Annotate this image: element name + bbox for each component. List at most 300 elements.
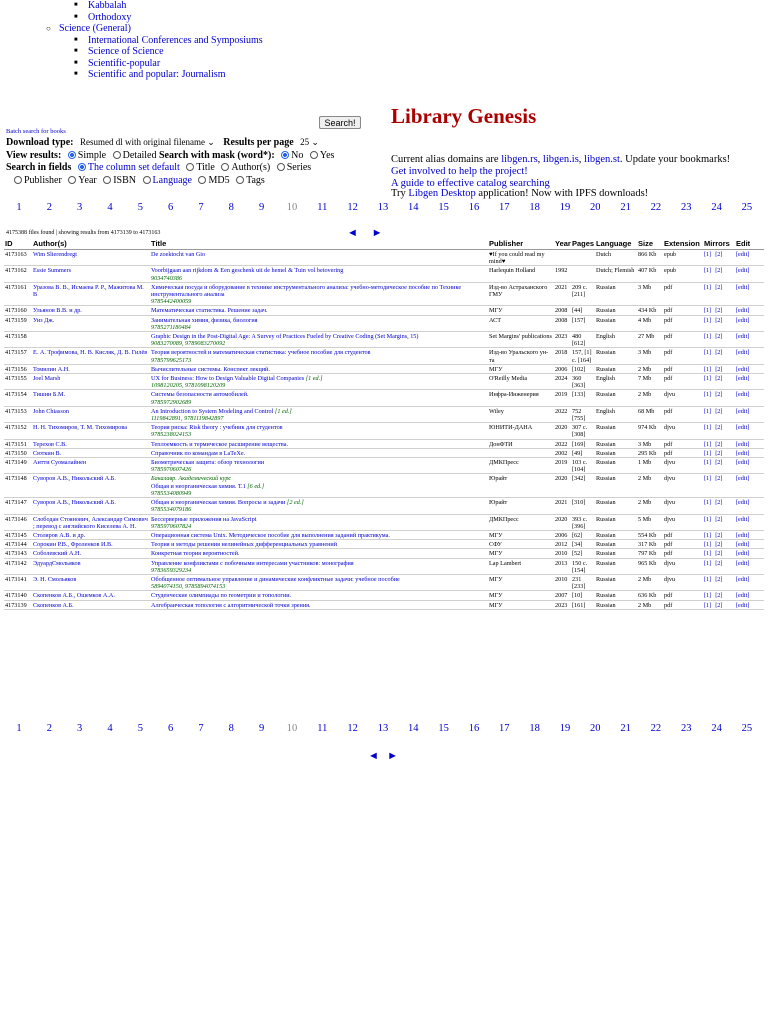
mirror-1-link[interactable]: [1] bbox=[704, 550, 712, 558]
page-link[interactable]: 21 bbox=[620, 723, 631, 734]
author-link[interactable]: Антти Суомалайнен bbox=[33, 459, 87, 467]
field-default-radio[interactable] bbox=[78, 163, 86, 171]
cell-title bbox=[150, 282, 488, 306]
next-page-arrow-icon[interactable]: ► bbox=[387, 750, 399, 762]
mirror-1-link[interactable]: [1] bbox=[704, 283, 712, 291]
category-link[interactable]: Orthodoxy bbox=[88, 11, 132, 23]
edit-link[interactable]: [edit] bbox=[736, 575, 750, 583]
view-results-label: View results: bbox=[6, 150, 62, 161]
page-link[interactable]: 4 bbox=[107, 202, 113, 213]
cell-pages bbox=[571, 266, 595, 282]
page-link[interactable]: 24 bbox=[711, 202, 722, 213]
cell-mirrors bbox=[703, 514, 735, 530]
page-link[interactable]: 5 bbox=[137, 202, 143, 213]
cell-year: 2013 bbox=[554, 558, 571, 574]
edit-link[interactable]: [edit] bbox=[736, 283, 750, 291]
author-link[interactable]: John Chiasson bbox=[33, 407, 69, 415]
title-link[interactable]: Обобщенное оптимальное управление и динамические конфликтные задачи: учебное пособие bbox=[151, 575, 400, 583]
category-link[interactable]: Scientific-popular bbox=[88, 57, 161, 69]
mirror-2-link[interactable]: [2] bbox=[715, 316, 723, 324]
page-link[interactable]: 6 bbox=[168, 202, 174, 213]
mirror-2-link[interactable]: [2] bbox=[715, 515, 723, 523]
mirror-2-link[interactable]: [2] bbox=[715, 550, 723, 558]
mirror-2-link[interactable]: [2] bbox=[715, 541, 723, 549]
title-link[interactable]: Управление конфликтами с побочными интересами участников: монография bbox=[151, 559, 354, 567]
cell-extension: pdf bbox=[663, 406, 703, 422]
mirror-2-link[interactable]: [2] bbox=[715, 333, 723, 341]
cell-mirrors bbox=[703, 374, 735, 390]
isbn-label: 9785970607824 bbox=[151, 522, 192, 530]
column-header[interactable]: Extension bbox=[663, 239, 703, 250]
page-link[interactable]: 6 bbox=[168, 723, 174, 734]
mirror-2-link[interactable]: [2] bbox=[715, 575, 723, 583]
page-link[interactable]: 15 bbox=[438, 723, 449, 734]
edit-link[interactable]: [edit] bbox=[736, 531, 750, 539]
site-title: Library Genesis bbox=[391, 104, 537, 128]
author-link[interactable]: Joel Marsh bbox=[33, 375, 61, 383]
category-link[interactable]: Science (General) bbox=[59, 23, 131, 34]
field-tags-radio[interactable] bbox=[236, 176, 244, 184]
mirror-2-link[interactable]: [2] bbox=[715, 424, 723, 432]
cell-mirrors bbox=[703, 250, 735, 266]
column-header[interactable]: Mirrors bbox=[703, 239, 735, 250]
mirror-1-link[interactable]: [1] bbox=[704, 251, 712, 258]
title-link[interactable]: Системы безопасности автомобилей. bbox=[151, 391, 249, 399]
cell-language: Russian bbox=[595, 600, 637, 609]
cell-pages: [342] bbox=[571, 474, 595, 498]
mirror-2-link[interactable]: [2] bbox=[715, 407, 723, 415]
search-guide-link[interactable]: A guide to effective catalog searching bbox=[391, 178, 550, 189]
page-link[interactable]: 20 bbox=[590, 202, 601, 213]
cell-edit bbox=[735, 530, 764, 539]
title-link[interactable]: Занимательная химия, физика, биология bbox=[151, 316, 258, 324]
cell-title bbox=[150, 600, 488, 609]
cell-year bbox=[554, 250, 571, 266]
page-link[interactable]: 10 bbox=[286, 202, 298, 213]
mirror-1-link[interactable]: [1] bbox=[704, 375, 712, 383]
alias-link-is[interactable]: libgen.is bbox=[542, 154, 579, 165]
mirror-2-link[interactable]: [2] bbox=[715, 592, 723, 600]
page-link[interactable]: 25 bbox=[741, 202, 753, 213]
cell-mirrors bbox=[703, 282, 735, 306]
edit-link[interactable]: [edit] bbox=[736, 391, 750, 399]
edit-link[interactable]: [edit] bbox=[736, 459, 750, 467]
page-link[interactable]: 2 bbox=[46, 723, 52, 734]
title-link[interactable]: Вычислительные системы. Конспект лекций. bbox=[151, 365, 270, 373]
page-link[interactable]: 13 bbox=[377, 723, 389, 734]
page-link[interactable]: 12 bbox=[347, 723, 358, 734]
page-link[interactable]: 22 bbox=[650, 723, 662, 734]
cell-title bbox=[150, 266, 488, 282]
page-link[interactable]: 10 bbox=[286, 723, 298, 734]
cell-id: 4173158 bbox=[4, 332, 32, 348]
page-link[interactable]: 15 bbox=[438, 202, 449, 213]
table-row bbox=[4, 348, 764, 364]
cell-extension: pdf bbox=[663, 540, 703, 549]
mirror-1-link[interactable]: [1] bbox=[704, 541, 712, 549]
mirror-1-link[interactable]: [1] bbox=[704, 499, 712, 507]
mirror-2-link[interactable]: [2] bbox=[715, 307, 723, 315]
category-link[interactable]: Scientific and popular: Journalism bbox=[88, 69, 226, 80]
category-link[interactable]: Kabbalah bbox=[88, 0, 127, 11]
cell-edit bbox=[735, 591, 764, 600]
title-link[interactable]: De zoektocht van Gio bbox=[151, 251, 206, 258]
cell-author bbox=[32, 348, 150, 364]
cell-year: 2007 bbox=[554, 591, 571, 600]
mirror-2-link[interactable]: [2] bbox=[715, 391, 723, 399]
cell-pages: [310] bbox=[571, 498, 595, 514]
category-link[interactable]: Science of Science bbox=[88, 46, 164, 57]
cell-year: 2006 bbox=[554, 364, 571, 373]
page-link[interactable]: 1 bbox=[16, 202, 22, 213]
view-simple-radio[interactable] bbox=[68, 151, 76, 159]
page-link[interactable]: 16 bbox=[468, 723, 480, 734]
page-arrows-bottom bbox=[368, 750, 398, 762]
isbn-label: 9785972902689 bbox=[151, 398, 192, 406]
mask-no-radio[interactable] bbox=[281, 151, 289, 159]
author-link[interactable]: Тишин Б.М. bbox=[33, 391, 66, 399]
page-link[interactable]: 11 bbox=[317, 202, 328, 213]
author-link[interactable]: Е. А. Трофимова, Н. В. Кисляк, Д. В. Гилёв bbox=[33, 349, 148, 357]
mirror-1-link[interactable]: [1] bbox=[704, 575, 712, 583]
mirror-1-link[interactable]: [1] bbox=[704, 333, 712, 341]
cell-id: 4173139 bbox=[4, 600, 32, 609]
edit-link[interactable]: [edit] bbox=[736, 541, 750, 549]
edit-link[interactable]: [edit] bbox=[736, 499, 750, 507]
mirror-2-link[interactable]: [2] bbox=[715, 559, 723, 567]
series-link[interactable]: Бакалавр. Академический курс bbox=[151, 475, 232, 483]
mirror-1-link[interactable]: [1] bbox=[704, 267, 712, 275]
page-link[interactable]: 16 bbox=[468, 202, 480, 213]
libgen-desktop-link[interactable]: Libgen Desktop bbox=[408, 188, 476, 199]
cell-publisher: СФУ bbox=[488, 540, 554, 549]
field-isbn-radio[interactable] bbox=[103, 176, 111, 184]
download-type-select[interactable]: Resumed dl with original filename ⌄ bbox=[80, 137, 215, 147]
page-link[interactable]: 3 bbox=[77, 723, 83, 734]
mirror-1-link[interactable]: [1] bbox=[704, 407, 712, 415]
cell-year: 2008 bbox=[554, 315, 571, 331]
edit-link[interactable]: [edit] bbox=[736, 440, 750, 448]
edit-link[interactable]: [edit] bbox=[736, 515, 750, 523]
cell-title bbox=[150, 250, 488, 266]
field-md5-radio[interactable] bbox=[198, 176, 206, 184]
cell-title bbox=[150, 315, 488, 331]
field-year-radio[interactable] bbox=[68, 176, 76, 184]
mirror-1-link[interactable]: [1] bbox=[704, 307, 712, 315]
results-per-page-select[interactable]: 25 ⌄ bbox=[300, 137, 319, 147]
author-link[interactable]: Суворов А.В., Никольский А.Б. bbox=[33, 475, 116, 483]
edit-link[interactable]: [edit] bbox=[736, 407, 750, 415]
author-link[interactable]: Столяров А.В. и др. bbox=[33, 531, 86, 539]
page-link[interactable]: 20 bbox=[590, 723, 601, 734]
cell-language: Russian bbox=[595, 282, 637, 306]
author-link[interactable]: Essie Summers bbox=[33, 267, 71, 275]
mask-yes-radio[interactable] bbox=[310, 151, 318, 159]
cell-extension: pdf bbox=[663, 374, 703, 390]
title-link[interactable]: Общая и неорганическая химия. Вопросы и задачи bbox=[151, 499, 286, 507]
prev-page-arrow-icon[interactable]: ◄ bbox=[368, 750, 379, 762]
title-link[interactable]: Теория вероятностей и математическая статистика: учебное пособие для студентов bbox=[151, 349, 371, 357]
mirror-1-link[interactable]: [1] bbox=[704, 316, 712, 324]
column-header[interactable]: Pages bbox=[572, 239, 595, 249]
mirror-1-link[interactable]: [1] bbox=[704, 559, 712, 567]
view-detailed-radio[interactable] bbox=[113, 151, 121, 159]
edit-link[interactable]: [edit] bbox=[736, 333, 750, 341]
title-link[interactable]: Студенческие олимпиады по геометрии и топологии. bbox=[151, 592, 292, 600]
cell-publisher: Юрайт bbox=[488, 474, 554, 498]
title-link[interactable]: Теплоемкость и термическое расширение вещества. bbox=[151, 440, 289, 448]
edit-link[interactable]: [edit] bbox=[736, 449, 750, 457]
title-link[interactable]: Алгебраическая топология с алгоритмической точки зрения. bbox=[151, 601, 311, 609]
cell-id: 4173141 bbox=[4, 574, 32, 590]
field-language-link[interactable]: Language bbox=[152, 175, 192, 186]
cell-language: Russian bbox=[595, 591, 637, 600]
mirror-2-link[interactable]: [2] bbox=[715, 601, 723, 609]
edit-link[interactable]: [edit] bbox=[736, 375, 750, 383]
cell-size: 797 Kb bbox=[637, 549, 663, 558]
page-link[interactable]: 17 bbox=[499, 723, 510, 734]
mask-yes-label: Yes bbox=[319, 150, 335, 161]
mirror-2-link[interactable]: [2] bbox=[715, 375, 723, 383]
batch-search-link[interactable]: Batch search for books bbox=[6, 128, 66, 135]
cell-year: 1992 bbox=[554, 266, 571, 282]
mirror-1-link[interactable]: [1] bbox=[704, 592, 712, 600]
column-header[interactable]: ID bbox=[4, 239, 32, 250]
title-link[interactable]: Бессерверные приложения на JavaScript bbox=[151, 515, 257, 523]
title-link[interactable]: Операционная система Unix. Методическое пособие для выполнения заданий практикума. bbox=[151, 531, 390, 539]
column-header[interactable]: Author(s) bbox=[32, 239, 150, 250]
edit-link[interactable]: [edit] bbox=[736, 267, 750, 275]
mirror-2-link[interactable]: [2] bbox=[715, 267, 723, 275]
cell-language: Russian bbox=[595, 530, 637, 539]
cell-extension: pdf bbox=[663, 530, 703, 539]
author-link[interactable]: Э. Н. Смольяков bbox=[33, 575, 77, 583]
author-link[interactable]: Уиз Дж. bbox=[33, 316, 55, 324]
try-suffix: application! Now with IPFS downloads! bbox=[475, 188, 649, 199]
author-link[interactable]: Суворов А.В., Никольский А.Б. bbox=[33, 499, 116, 507]
search-button[interactable]: Search! bbox=[319, 116, 361, 129]
mirror-1-link[interactable]: [1] bbox=[704, 424, 712, 432]
cell-language: Russian bbox=[595, 474, 637, 498]
cell-title bbox=[150, 458, 488, 474]
page-link[interactable]: 8 bbox=[228, 723, 234, 734]
mirror-1-link[interactable]: [1] bbox=[704, 449, 712, 457]
title-link[interactable]: Voorbijgaan aan rijkdom & Een geschenk uit de hemel & Tuin vol betovering bbox=[151, 267, 344, 275]
field-series-radio[interactable] bbox=[277, 163, 285, 171]
author-link[interactable]: Wim Slierendregt bbox=[33, 251, 77, 258]
edit-link[interactable]: [edit] bbox=[736, 550, 750, 558]
cell-title bbox=[150, 374, 488, 390]
author-link[interactable]: Терехов С.В. bbox=[33, 440, 67, 448]
cell-edit bbox=[735, 315, 764, 331]
cell-pages bbox=[571, 250, 595, 266]
mirror-2-link[interactable]: [2] bbox=[715, 449, 723, 457]
field-default-link[interactable]: The column set default bbox=[87, 162, 180, 173]
prev-page-arrow-icon[interactable]: ◄ bbox=[347, 227, 358, 239]
author-link[interactable]: Скопенков А.Б., Ошемков А.А. bbox=[33, 592, 115, 600]
cell-id: 4173146 bbox=[4, 514, 32, 530]
cell-mirrors bbox=[703, 574, 735, 590]
column-header[interactable]: Title bbox=[150, 239, 488, 250]
title-link[interactable]: Теория риска: Risk theory : учебник для студентов bbox=[151, 424, 283, 432]
cell-edit bbox=[735, 332, 764, 348]
cell-mirrors bbox=[703, 498, 735, 514]
page-link[interactable]: 25 bbox=[741, 723, 753, 734]
page-link[interactable]: 23 bbox=[681, 202, 692, 213]
category-link[interactable]: International Conferences and Symposiums bbox=[88, 34, 263, 46]
cell-size: 2 Mb bbox=[637, 600, 663, 609]
page-link[interactable]: 18 bbox=[529, 202, 540, 213]
page-link[interactable]: 24 bbox=[711, 723, 722, 734]
page-link[interactable]: 18 bbox=[529, 723, 540, 734]
edit-link[interactable]: [edit] bbox=[736, 424, 750, 432]
table-row bbox=[4, 530, 764, 539]
cell-extension: djvu bbox=[663, 498, 703, 514]
cell-publisher: МГУ bbox=[488, 306, 554, 315]
page-link[interactable]: 9 bbox=[259, 202, 265, 213]
page-link[interactable]: 14 bbox=[408, 202, 419, 213]
next-page-arrow-icon[interactable]: ► bbox=[371, 227, 383, 239]
title-link[interactable]: Математическая статистика. Решение задач. bbox=[151, 307, 268, 315]
field-author-radio[interactable] bbox=[221, 163, 229, 171]
mirror-2-link[interactable]: [2] bbox=[715, 365, 723, 373]
cell-edit bbox=[735, 498, 764, 514]
alias-link-st[interactable]: libgen.st bbox=[584, 154, 620, 165]
cell-language: Russian bbox=[595, 439, 637, 448]
page-link[interactable]: 2 bbox=[46, 202, 52, 213]
page-link[interactable]: 14 bbox=[408, 723, 419, 734]
page-link[interactable]: 17 bbox=[499, 202, 510, 213]
alias-notice: Current alias domains are libgen.rs, libgen.is, libgen.st. Update your bookmarks! bbox=[391, 154, 731, 165]
column-header[interactable]: Size bbox=[637, 239, 663, 250]
page-link[interactable]: 12 bbox=[347, 202, 358, 213]
mirror-2-link[interactable]: [2] bbox=[715, 499, 723, 507]
cell-publisher: O'Reilly Media bbox=[488, 374, 554, 390]
author-link[interactable]: Сорокин Р.В., Фроленков И.В. bbox=[33, 541, 113, 549]
title-link[interactable]: Конкретная теория вероятностей. bbox=[151, 550, 240, 558]
page-link[interactable]: 23 bbox=[681, 723, 692, 734]
cell-title bbox=[150, 514, 488, 530]
cell-title bbox=[150, 498, 488, 514]
page-link[interactable]: 13 bbox=[377, 202, 389, 213]
column-header[interactable]: Language bbox=[595, 239, 637, 250]
cell-publisher: ДМКПресс bbox=[488, 514, 554, 530]
column-header[interactable]: Edit bbox=[735, 239, 764, 250]
edit-link[interactable]: [edit] bbox=[736, 251, 750, 258]
title-link[interactable]: Химическая посуда и оборудование в технике инструментального анализа: учебно-методическое пособие по Технике инструментального анализа bbox=[151, 283, 462, 299]
page-link[interactable]: 19 bbox=[559, 202, 571, 213]
mirror-2-link[interactable]: [2] bbox=[715, 251, 723, 258]
mirror-1-link[interactable]: [1] bbox=[704, 391, 712, 399]
title-link[interactable]: An Introduction to System Modeling and Control bbox=[151, 407, 274, 415]
mirror-1-link[interactable]: [1] bbox=[704, 601, 712, 609]
author-link[interactable]: Соболевский А.Н. bbox=[33, 550, 82, 558]
page-link[interactable]: 21 bbox=[620, 202, 631, 213]
page-link[interactable]: 7 bbox=[198, 723, 204, 734]
field-title-label: Title bbox=[196, 162, 215, 173]
mirror-1-link[interactable]: [1] bbox=[704, 349, 712, 357]
mirror-2-link[interactable]: [2] bbox=[715, 349, 723, 357]
search-fields-row-2 bbox=[10, 175, 265, 186]
title-link[interactable]: Graphic Design in the Post-Digital Age: A Survey of Practices Fueled by Creative Coding (Set Margins, 15) bbox=[151, 333, 419, 341]
cell-title bbox=[150, 364, 488, 373]
title-link[interactable]: Биометрическая защита: обзор технологии bbox=[151, 459, 265, 467]
cell-mirrors bbox=[703, 439, 735, 448]
cell-size: 636 Kb bbox=[637, 591, 663, 600]
author-link[interactable]: Скопенков А.Б. bbox=[33, 601, 74, 609]
title-link[interactable]: UX for Business: How to Design Valuable Digital Companies bbox=[151, 375, 305, 383]
edit-link[interactable]: [edit] bbox=[736, 475, 750, 483]
edit-link[interactable]: [edit] bbox=[736, 316, 750, 324]
page-link[interactable]: 22 bbox=[650, 202, 662, 213]
edit-link[interactable]: [edit] bbox=[736, 559, 750, 567]
title-link[interactable]: Теория и методы решения нелинейных дифференциальных уравнений bbox=[151, 541, 338, 549]
mirror-2-link[interactable]: [2] bbox=[715, 475, 723, 483]
mirror-2-link[interactable]: [2] bbox=[715, 459, 723, 467]
cell-title bbox=[150, 530, 488, 539]
get-involved-link[interactable]: Get involved to help the project! bbox=[391, 166, 528, 177]
mirror-1-link[interactable]: [1] bbox=[704, 459, 712, 467]
mirror-1-link[interactable]: [1] bbox=[704, 440, 712, 448]
search-fields-row bbox=[6, 162, 311, 173]
title-link[interactable]: Общая и неорганическая химия. Т.1 bbox=[151, 482, 246, 490]
edit-link[interactable]: [edit] bbox=[736, 307, 750, 315]
page-link[interactable]: 3 bbox=[77, 202, 83, 213]
column-header[interactable]: Year bbox=[555, 239, 571, 249]
field-language-radio[interactable] bbox=[143, 176, 151, 184]
field-title-radio[interactable] bbox=[186, 163, 194, 171]
field-publisher-radio[interactable] bbox=[14, 176, 22, 184]
page-link[interactable]: 11 bbox=[317, 723, 328, 734]
page-link[interactable]: 7 bbox=[198, 202, 204, 213]
column-header[interactable]: Publisher bbox=[488, 239, 554, 250]
author-link[interactable]: ЭдуардСмольяков bbox=[33, 559, 81, 567]
page-link[interactable]: 5 bbox=[137, 723, 143, 734]
mirror-2-link[interactable]: [2] bbox=[715, 531, 723, 539]
cell-mirrors bbox=[703, 306, 735, 315]
author-link[interactable]: Н. Н. Тихомиров, Т. М. Тихомирова bbox=[33, 424, 127, 432]
page-link[interactable]: 9 bbox=[259, 723, 265, 734]
cell-pages: [49] bbox=[571, 448, 595, 457]
cell-year: 2020 bbox=[554, 423, 571, 439]
mirror-1-link[interactable]: [1] bbox=[704, 475, 712, 483]
page-link[interactable]: 4 bbox=[107, 723, 113, 734]
author-link[interactable]: Уразова В. В., Исмаева Р. Р., Мажитова М. В bbox=[33, 283, 144, 299]
author-link[interactable]: Ульянов В.В. и др. bbox=[33, 307, 82, 315]
mirror-1-link[interactable]: [1] bbox=[704, 365, 712, 373]
cell-mirrors bbox=[703, 364, 735, 373]
edit-link[interactable]: [edit] bbox=[736, 349, 750, 357]
page-link[interactable]: 8 bbox=[228, 202, 234, 213]
author-link[interactable]: Томилин А.Н. bbox=[33, 365, 70, 373]
edit-link[interactable]: [edit] bbox=[736, 592, 750, 600]
page-link[interactable]: 19 bbox=[559, 723, 571, 734]
author-link[interactable]: Сюткин В. bbox=[33, 449, 62, 457]
mirror-2-link[interactable]: [2] bbox=[715, 283, 723, 291]
edit-link[interactable]: [edit] bbox=[736, 601, 750, 609]
cell-pages: 393 с. [396] bbox=[571, 514, 595, 530]
edit-link[interactable]: [edit] bbox=[736, 365, 750, 373]
cell-title bbox=[150, 306, 488, 315]
alias-link-rs[interactable]: libgen.rs bbox=[501, 154, 538, 165]
page-link[interactable]: 1 bbox=[16, 723, 22, 734]
mirror-1-link[interactable]: [1] bbox=[704, 531, 712, 539]
mirror-1-link[interactable]: [1] bbox=[704, 515, 712, 523]
cell-size: 2 Mb bbox=[637, 364, 663, 373]
title-link[interactable]: Справочник по командам в LaTeXe. bbox=[151, 449, 246, 457]
author-link[interactable]: Слободан Стоянович, Александар Симович ; перевод с английского Киселева А. Н. bbox=[33, 515, 148, 530]
mirror-2-link[interactable]: [2] bbox=[715, 440, 723, 448]
